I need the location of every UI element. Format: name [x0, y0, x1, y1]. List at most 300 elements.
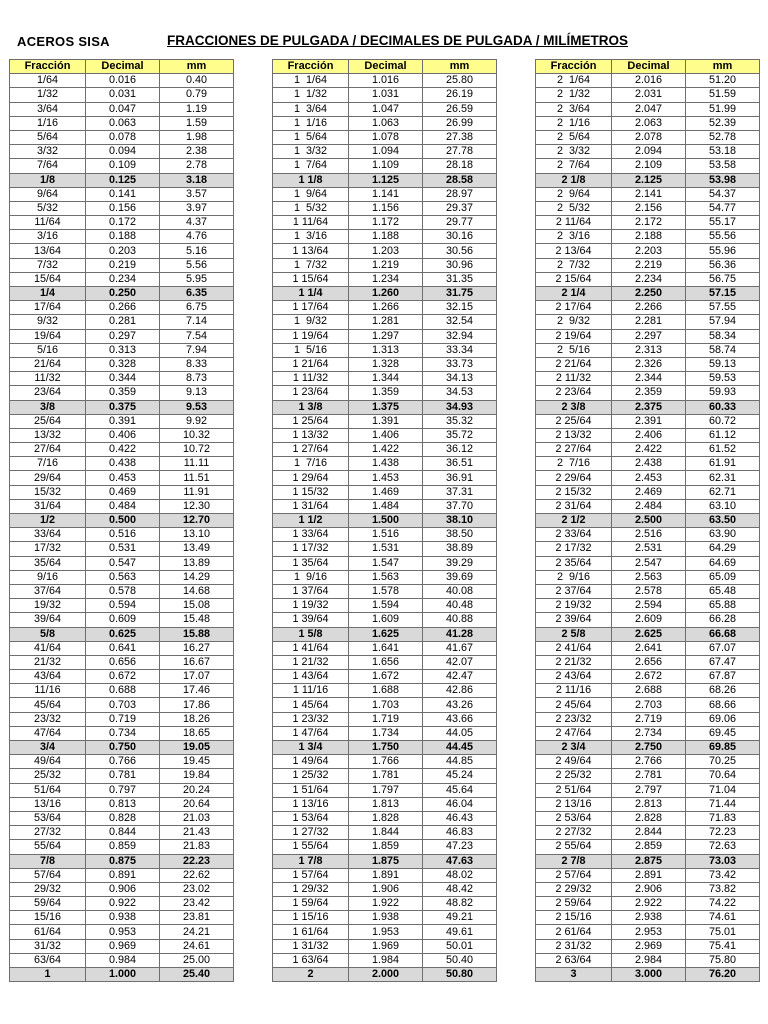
fraction-cell: 1 35/64	[273, 556, 349, 570]
decimal-cell: 2.875	[612, 854, 686, 868]
decimal-cell: 1.484	[349, 499, 423, 513]
decimal-cell: 3.000	[612, 968, 686, 982]
table-row	[273, 584, 497, 598]
decimal-cell: 0.594	[86, 599, 160, 613]
fraction-cell: 2 51/64	[536, 783, 612, 797]
decimal-cell: 2.594	[612, 599, 686, 613]
table-row	[273, 216, 497, 230]
decimal-cell: 1.125	[349, 173, 423, 187]
fraction-cell: 27/32	[10, 826, 86, 840]
decimal-cell: 2.359	[612, 386, 686, 400]
decimal-cell: 2.094	[612, 145, 686, 159]
mm-cell: 40.88	[423, 613, 497, 627]
table-row	[273, 613, 497, 627]
table-row	[536, 414, 760, 428]
fraction-cell: 1 21/32	[273, 655, 349, 669]
column-header: Decimal	[612, 60, 686, 74]
decimal-cell: 1.828	[349, 811, 423, 825]
table-row	[536, 386, 760, 400]
table-row	[273, 499, 497, 513]
mm-cell: 21.03	[160, 811, 234, 825]
decimal-cell: 0.531	[86, 542, 160, 556]
fraction-cell: 5/32	[10, 201, 86, 215]
decimal-cell: 1.438	[349, 457, 423, 471]
decimal-cell: 2.422	[612, 443, 686, 457]
table-row	[10, 712, 234, 726]
table-row	[273, 641, 497, 655]
mm-cell: 73.82	[686, 882, 760, 896]
mm-cell: 53.98	[686, 173, 760, 187]
fraction-cell: 1 23/64	[273, 386, 349, 400]
fraction-cell: 7/64	[10, 159, 86, 173]
fraction-cell: 21/32	[10, 655, 86, 669]
mm-cell: 60.33	[686, 400, 760, 414]
decimal-cell: 1.260	[349, 287, 423, 301]
table-row	[536, 145, 760, 159]
fraction-cell: 45/64	[10, 698, 86, 712]
decimal-cell: 0.750	[86, 741, 160, 755]
decimal-cell: 2.859	[612, 840, 686, 854]
decimal-cell: 2.313	[612, 343, 686, 357]
fraction-cell: 1 7/64	[273, 159, 349, 173]
decimal-cell: 0.094	[86, 145, 160, 159]
mm-cell: 7.54	[160, 329, 234, 343]
fraction-cell: 1/2	[10, 514, 86, 528]
mm-cell: 71.04	[686, 783, 760, 797]
table-row	[10, 315, 234, 329]
mm-cell: 32.15	[423, 301, 497, 315]
mm-cell: 29.37	[423, 201, 497, 215]
column-header: mm	[160, 60, 234, 74]
table-row	[273, 968, 497, 982]
table-row	[273, 187, 497, 201]
table-row	[273, 244, 497, 258]
table-row	[536, 216, 760, 230]
fraction-cell: 2 19/32	[536, 599, 612, 613]
table-row	[536, 968, 760, 982]
table-row	[10, 201, 234, 215]
mm-cell: 37.70	[423, 499, 497, 513]
table-row	[273, 102, 497, 116]
mm-cell: 63.50	[686, 514, 760, 528]
table-row	[10, 258, 234, 272]
fraction-cell: 31/32	[10, 939, 86, 953]
column-header: Fracción	[10, 60, 86, 74]
mm-cell: 11.11	[160, 457, 234, 471]
decimal-cell: 1.781	[349, 769, 423, 783]
decimal-cell: 2.344	[612, 372, 686, 386]
mm-cell: 28.97	[423, 187, 497, 201]
mm-cell: 74.22	[686, 897, 760, 911]
decimal-cell: 1.563	[349, 570, 423, 584]
decimal-cell: 2.781	[612, 769, 686, 783]
decimal-cell: 2.375	[612, 400, 686, 414]
fraction-cell: 2 5/32	[536, 201, 612, 215]
table-row	[10, 726, 234, 740]
fraction-cell: 1 19/32	[273, 599, 349, 613]
mm-cell: 50.01	[423, 939, 497, 953]
decimal-cell: 1.656	[349, 655, 423, 669]
table-row	[10, 443, 234, 457]
fraction-cell: 1 25/32	[273, 769, 349, 783]
table-row	[536, 769, 760, 783]
table-row	[10, 684, 234, 698]
decimal-cell: 1.109	[349, 159, 423, 173]
fraction-cell: 7/32	[10, 258, 86, 272]
mm-cell: 15.88	[160, 627, 234, 641]
table-row	[273, 514, 497, 528]
mm-cell: 70.64	[686, 769, 760, 783]
table-row	[273, 400, 497, 414]
fraction-cell: 1 33/64	[273, 528, 349, 542]
mm-cell: 63.90	[686, 528, 760, 542]
decimal-cell: 1.000	[86, 968, 160, 982]
table-row	[10, 414, 234, 428]
mm-cell: 17.07	[160, 670, 234, 684]
decimal-cell: 0.656	[86, 655, 160, 669]
decimal-cell: 2.078	[612, 130, 686, 144]
mm-cell: 75.41	[686, 939, 760, 953]
decimal-cell: 2.266	[612, 301, 686, 315]
fraction-cell: 9/16	[10, 570, 86, 584]
table-row	[10, 599, 234, 613]
fraction-cell: 1 1/8	[273, 173, 349, 187]
fraction-cell: 1 5/64	[273, 130, 349, 144]
decimal-cell: 1.891	[349, 868, 423, 882]
mm-cell: 14.29	[160, 570, 234, 584]
fraction-cell: 2 59/64	[536, 897, 612, 911]
table-row	[536, 854, 760, 868]
conversion-table-3	[535, 59, 760, 982]
mm-cell: 65.09	[686, 570, 760, 584]
decimal-cell: 0.797	[86, 783, 160, 797]
table-row	[536, 514, 760, 528]
mm-cell: 55.56	[686, 230, 760, 244]
decimal-cell: 0.047	[86, 102, 160, 116]
mm-cell: 1.59	[160, 116, 234, 130]
table-row	[10, 216, 234, 230]
table-row	[10, 301, 234, 315]
table-row	[536, 939, 760, 953]
fraction-cell: 1 9/16	[273, 570, 349, 584]
fraction-cell: 19/64	[10, 329, 86, 343]
fraction-cell: 1 3/64	[273, 102, 349, 116]
mm-cell: 43.26	[423, 698, 497, 712]
mm-cell: 2.78	[160, 159, 234, 173]
table-row	[273, 88, 497, 102]
fraction-cell: 2 11/64	[536, 216, 612, 230]
decimal-cell: 1.578	[349, 584, 423, 598]
mm-cell: 59.53	[686, 372, 760, 386]
decimal-cell: 0.859	[86, 840, 160, 854]
table-row	[10, 797, 234, 811]
table-row	[10, 116, 234, 130]
mm-cell: 50.80	[423, 968, 497, 982]
mm-cell: 49.21	[423, 911, 497, 925]
fraction-cell: 23/64	[10, 386, 86, 400]
table-row	[536, 641, 760, 655]
fraction-cell: 1 51/64	[273, 783, 349, 797]
decimal-cell: 2.547	[612, 556, 686, 570]
decimal-cell: 2.406	[612, 428, 686, 442]
decimal-cell: 0.297	[86, 329, 160, 343]
fraction-cell: 1 13/32	[273, 428, 349, 442]
decimal-cell: 1.797	[349, 783, 423, 797]
mm-cell: 46.83	[423, 826, 497, 840]
decimal-cell: 1.594	[349, 599, 423, 613]
table-row	[536, 187, 760, 201]
decimal-cell: 1.141	[349, 187, 423, 201]
mm-cell: 53.18	[686, 145, 760, 159]
fraction-cell: 2 1/32	[536, 88, 612, 102]
mm-cell: 57.15	[686, 287, 760, 301]
decimal-cell: 1.500	[349, 514, 423, 528]
mm-cell: 61.52	[686, 443, 760, 457]
decimal-cell: 1.672	[349, 670, 423, 684]
fraction-cell: 35/64	[10, 556, 86, 570]
mm-cell: 72.63	[686, 840, 760, 854]
table-row	[273, 130, 497, 144]
fraction-cell: 1 9/64	[273, 187, 349, 201]
table-row	[273, 882, 497, 896]
decimal-cell: 2.641	[612, 641, 686, 655]
table-row	[10, 343, 234, 357]
decimal-cell: 2.656	[612, 655, 686, 669]
table-row	[273, 315, 497, 329]
table-row	[273, 343, 497, 357]
fraction-cell: 1 7/32	[273, 258, 349, 272]
decimal-cell: 0.328	[86, 357, 160, 371]
fraction-cell: 1 27/32	[273, 826, 349, 840]
decimal-cell: 0.203	[86, 244, 160, 258]
mm-cell: 7.94	[160, 343, 234, 357]
decimal-cell: 1.063	[349, 116, 423, 130]
mm-cell: 61.91	[686, 457, 760, 471]
mm-cell: 15.08	[160, 599, 234, 613]
decimal-cell: 0.188	[86, 230, 160, 244]
decimal-cell: 0.688	[86, 684, 160, 698]
fraction-cell: 1/4	[10, 287, 86, 301]
mm-cell: 12.30	[160, 499, 234, 513]
mm-cell: 33.34	[423, 343, 497, 357]
table-row	[273, 159, 497, 173]
mm-cell: 41.28	[423, 627, 497, 641]
mm-cell: 56.36	[686, 258, 760, 272]
decimal-cell: 2.625	[612, 627, 686, 641]
fraction-cell: 11/64	[10, 216, 86, 230]
fraction-cell: 15/32	[10, 485, 86, 499]
decimal-cell: 2.703	[612, 698, 686, 712]
company-name: ACEROS SISA	[17, 34, 110, 49]
fraction-cell: 1 1/32	[273, 88, 349, 102]
fraction-cell: 29/64	[10, 471, 86, 485]
decimal-cell: 1.766	[349, 755, 423, 769]
decimal-cell: 1.734	[349, 726, 423, 740]
decimal-cell: 2.672	[612, 670, 686, 684]
decimal-cell: 2.031	[612, 88, 686, 102]
decimal-cell: 1.047	[349, 102, 423, 116]
table-row	[536, 925, 760, 939]
table-row	[273, 953, 497, 967]
fraction-cell: 1 19/64	[273, 329, 349, 343]
table-row	[273, 854, 497, 868]
decimal-cell: 1.984	[349, 953, 423, 967]
mm-cell: 34.93	[423, 400, 497, 414]
table-row	[273, 74, 497, 88]
fraction-cell: 1 7/16	[273, 457, 349, 471]
fraction-cell: 2 39/64	[536, 613, 612, 627]
table-row	[536, 130, 760, 144]
decimal-cell: 2.484	[612, 499, 686, 513]
decimal-cell: 0.547	[86, 556, 160, 570]
decimal-cell: 0.469	[86, 485, 160, 499]
mm-cell: 23.42	[160, 897, 234, 911]
mm-cell: 59.93	[686, 386, 760, 400]
decimal-cell: 0.391	[86, 414, 160, 428]
table-row	[536, 88, 760, 102]
fraction-cell: 1 13/16	[273, 797, 349, 811]
table-row	[10, 159, 234, 173]
fraction-cell: 57/64	[10, 868, 86, 882]
table-row	[273, 826, 497, 840]
mm-cell: 13.10	[160, 528, 234, 542]
decimal-cell: 1.813	[349, 797, 423, 811]
table-row	[273, 911, 497, 925]
table-row	[273, 386, 497, 400]
table-row	[10, 655, 234, 669]
decimal-cell: 1.172	[349, 216, 423, 230]
fraction-cell: 1/32	[10, 88, 86, 102]
mm-cell: 18.26	[160, 712, 234, 726]
fraction-cell: 11/32	[10, 372, 86, 386]
table-row	[273, 599, 497, 613]
fraction-cell: 1 1/4	[273, 287, 349, 301]
fraction-cell: 1 43/64	[273, 670, 349, 684]
table-row	[536, 230, 760, 244]
table-row	[10, 769, 234, 783]
decimal-cell: 0.703	[86, 698, 160, 712]
table-row	[536, 400, 760, 414]
mm-cell: 32.94	[423, 329, 497, 343]
mm-cell: 34.13	[423, 372, 497, 386]
fraction-cell: 2 1/16	[536, 116, 612, 130]
decimal-cell: 2.828	[612, 811, 686, 825]
fraction-cell: 1 5/32	[273, 201, 349, 215]
fraction-cell: 3/32	[10, 145, 86, 159]
table-row	[536, 116, 760, 130]
fraction-cell: 2 1/4	[536, 287, 612, 301]
mm-cell: 4.76	[160, 230, 234, 244]
mm-cell: 42.47	[423, 670, 497, 684]
table-row	[536, 897, 760, 911]
fraction-cell: 2 5/64	[536, 130, 612, 144]
table-row	[273, 528, 497, 542]
table-row	[536, 627, 760, 641]
mm-cell: 37.31	[423, 485, 497, 499]
mm-cell: 63.10	[686, 499, 760, 513]
fraction-cell: 2 55/64	[536, 840, 612, 854]
mm-cell: 54.77	[686, 201, 760, 215]
fraction-cell: 2 35/64	[536, 556, 612, 570]
table-row	[536, 287, 760, 301]
table-row	[273, 783, 497, 797]
decimal-cell: 0.453	[86, 471, 160, 485]
decimal-cell: 2.000	[349, 968, 423, 982]
decimal-cell: 0.375	[86, 400, 160, 414]
fraction-cell: 2 23/64	[536, 386, 612, 400]
mm-cell: 67.47	[686, 655, 760, 669]
fraction-cell: 1 63/64	[273, 953, 349, 967]
mm-cell: 21.43	[160, 826, 234, 840]
fraction-cell: 1 25/64	[273, 414, 349, 428]
mm-cell: 23.81	[160, 911, 234, 925]
decimal-cell: 1.156	[349, 201, 423, 215]
fraction-cell: 1 17/64	[273, 301, 349, 315]
decimal-cell: 0.641	[86, 641, 160, 655]
decimal-cell: 1.453	[349, 471, 423, 485]
mm-cell: 64.29	[686, 542, 760, 556]
mm-cell: 75.80	[686, 953, 760, 967]
table-row	[536, 343, 760, 357]
mm-cell: 18.65	[160, 726, 234, 740]
table-row	[10, 145, 234, 159]
decimal-cell: 0.984	[86, 953, 160, 967]
decimal-cell: 0.969	[86, 939, 160, 953]
decimal-cell: 1.281	[349, 315, 423, 329]
fraction-cell: 59/64	[10, 897, 86, 911]
mm-cell: 69.45	[686, 726, 760, 740]
table-row	[273, 726, 497, 740]
fraction-cell: 1 29/32	[273, 882, 349, 896]
fraction-cell: 1 7/8	[273, 854, 349, 868]
fraction-cell: 31/64	[10, 499, 86, 513]
fraction-cell: 2 31/32	[536, 939, 612, 953]
mm-cell: 20.24	[160, 783, 234, 797]
mm-cell: 75.01	[686, 925, 760, 939]
table-row	[273, 712, 497, 726]
table-row	[10, 783, 234, 797]
decimal-cell: 0.234	[86, 272, 160, 286]
decimal-cell: 1.266	[349, 301, 423, 315]
mm-cell: 55.17	[686, 216, 760, 230]
fraction-cell: 2 49/64	[536, 755, 612, 769]
table-row	[536, 528, 760, 542]
fraction-cell: 1 5/16	[273, 343, 349, 357]
mm-cell: 44.05	[423, 726, 497, 740]
conversion-table-1	[9, 59, 234, 982]
mm-cell: 15.48	[160, 613, 234, 627]
mm-cell: 36.12	[423, 443, 497, 457]
table-row	[10, 471, 234, 485]
fraction-cell: 1/64	[10, 74, 86, 88]
mm-cell: 53.58	[686, 159, 760, 173]
decimal-cell: 0.406	[86, 428, 160, 442]
mm-cell: 64.69	[686, 556, 760, 570]
decimal-cell: 0.500	[86, 514, 160, 528]
table-row	[10, 514, 234, 528]
fraction-cell: 1 11/16	[273, 684, 349, 698]
fraction-cell: 21/64	[10, 357, 86, 371]
mm-cell: 42.86	[423, 684, 497, 698]
fraction-cell: 2 1/8	[536, 173, 612, 187]
table-row	[536, 159, 760, 173]
fraction-cell: 7/16	[10, 457, 86, 471]
table-row	[273, 173, 497, 187]
fraction-cell: 63/64	[10, 953, 86, 967]
table-row	[273, 627, 497, 641]
fraction-cell: 1 9/32	[273, 315, 349, 329]
decimal-cell: 1.953	[349, 925, 423, 939]
